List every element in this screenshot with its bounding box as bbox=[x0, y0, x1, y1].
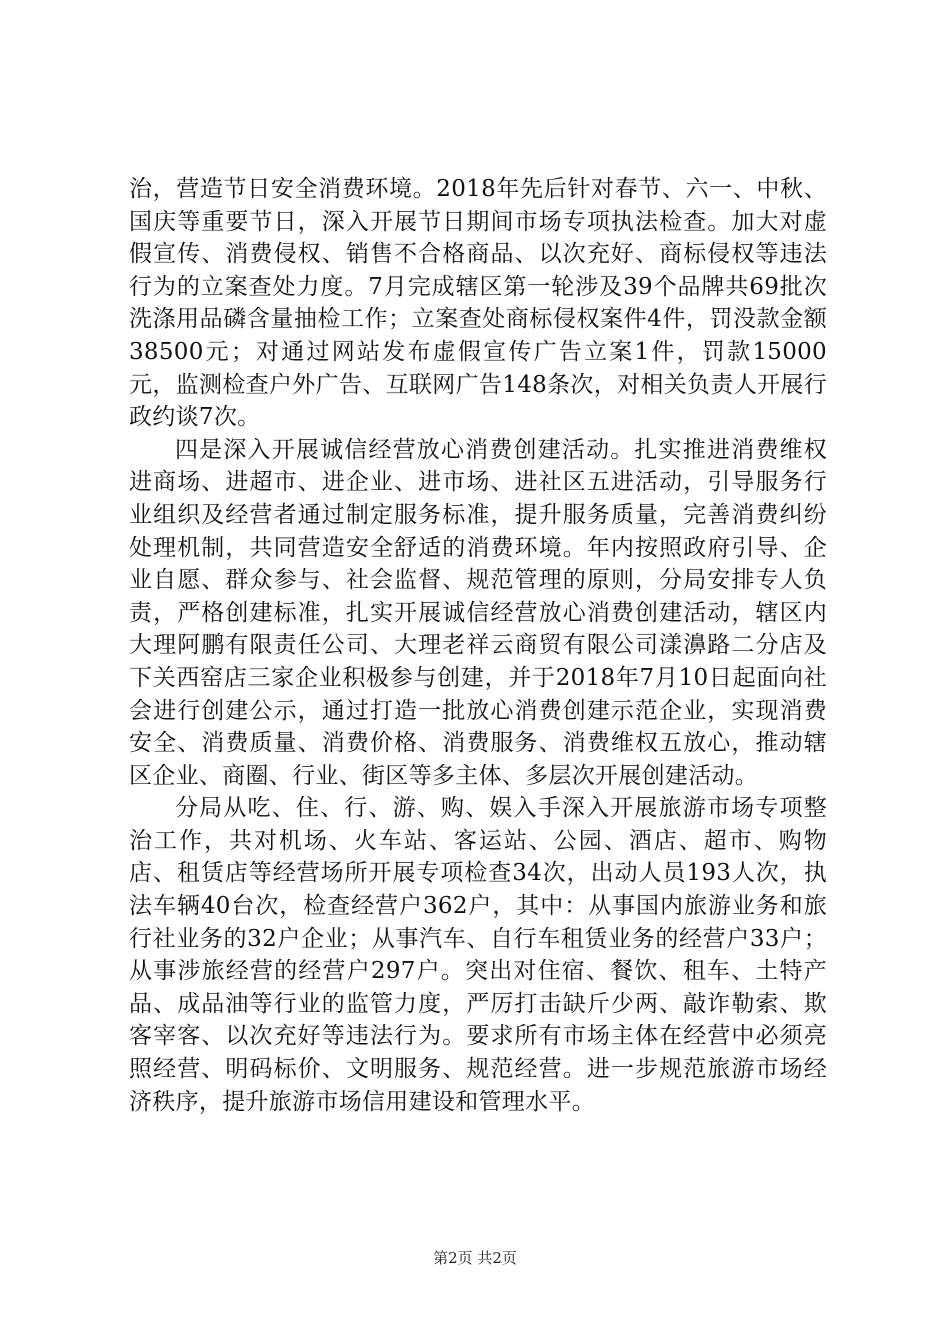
paragraph-continued: 治，营造节日安全消费环境。2018年先后针对春节、六一、中秋、国庆等重要节日，深入开展节日期间市场专项执法检查。加大对虚假宣传、消费侵权、销售不合格商品、以次充好、商标侵权等违法行为的立案查处力度。7月完成辖区第一轮涉及39个品牌共69批次洗涤用品磷含量抽检工作；立案查处商标侵权案件4件，罚没款金额38500元；对通过网站发布虚假宣传广告立案1件，罚款15000元，监测检查户外广告、互联网广告148条次，对相关负责人开展行政约谈7次。 bbox=[129, 176, 827, 431]
page-number-footer: 第2页 共2页 bbox=[433, 1249, 517, 1267]
paragraph-tourism-market: 分局从吃、住、行、游、购、娱入手深入开展旅游市场专项整治工作，共对机场、火车站、客运站、公园、酒店、超市、购物店、租赁店等经营场所开展专项检查34次，出动人员193人次，执法车辆40台次，检查经营户362户，其中：从事国内旅游业务和旅行社业务的32户企业；从事汽车、自行车租赁业务的经营户33户；从事涉旅经营的经营户297户。突出对住宿、餐饮、租车、土特产品、成品油等行业的监管力度，严厉打击缺斤少两、敲诈勒索、欺客宰客、以次充好等违法行为。要求所有市场主体在经营中必须亮照经营、明码标价、文明服务、规范经营。进一步规范旅游市场经济秩序，提升旅游市场信用建设和管理水平。 bbox=[129, 795, 827, 1115]
document-body bbox=[129, 173, 827, 1118]
paragraph-integrity-campaign: 四是深入开展诚信经营放心消费创建活动。扎实推进消费维权进商场、进超市、进企业、进市场、进社区五进活动，引导服务行业组织及经营者通过制定服务标准，提升服务质量，完善消费纠纷处理机制，共同营造安全舒适的消费环境。年内按照政府引导、企业自愿、群众参与、社会监督、规范管理的原则，分局安排专人负责，严格创建标准，扎实开展诚信经营放心消费创建活动，辖区内大理阿鹏有限责任公司、大理老祥云商贸有限公司漾濞路二分店及下关西窑店三家企业积极参与创建，并于2018年7月10日起面向社会进行创建公示，通过打造一批放心消费创建示范企业，实现消费安全、消费质量、消费价格、消费服务、消费维权五放心，推动辖区企业、商圈、行业、街区等多主体、多层次开展创建活动。 bbox=[129, 436, 827, 789]
